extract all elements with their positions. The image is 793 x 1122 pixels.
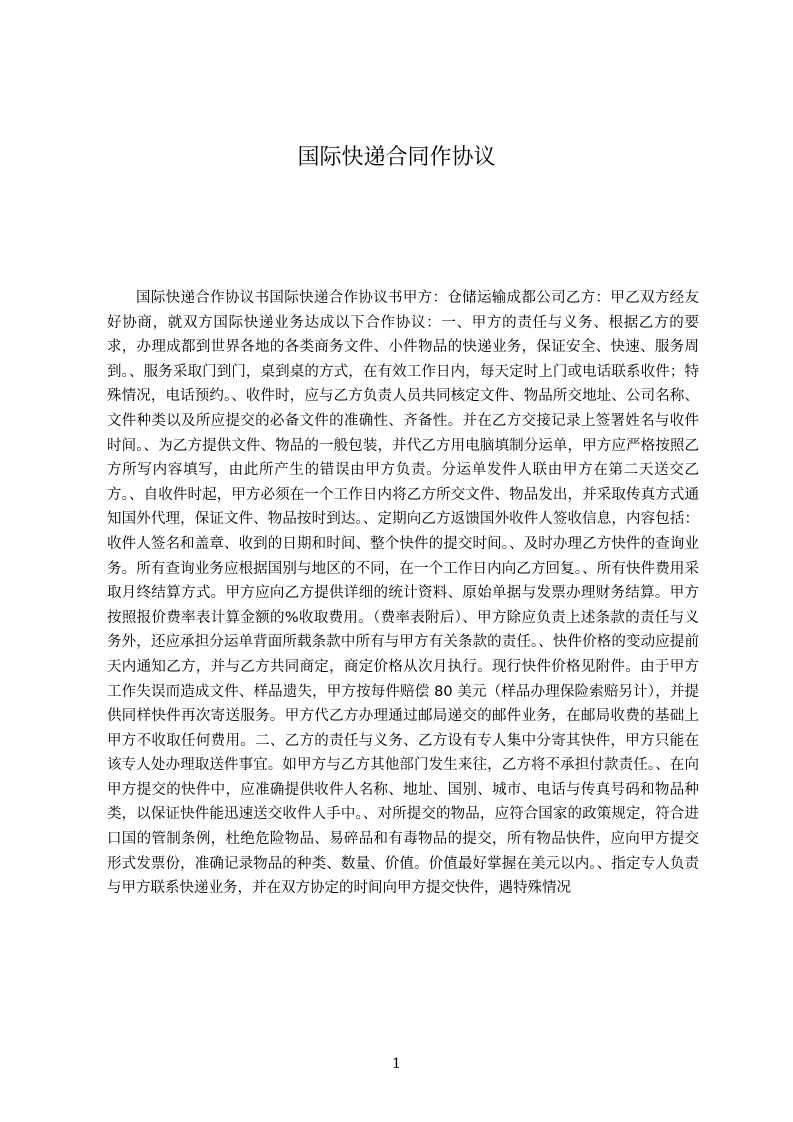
document-body-paragraph: 国际快递合作协议书国际快递合作协议书甲方：仓储运输成都公司乙方：甲乙双方经友好协商，就双方国际快递业务达成以下合作协议：一、甲方的责任与义务、根据乙方的要求，办理成都到世界各地的各类商务文件、小件物品的快递业务，保证安全、快速、服务周到。、服务采取门到门，桌到桌的方式，在有效工作日内，每天定时上门或电话联系收件；特殊情况，电话预约。、收件时，应与乙方负责人员共同核定文件、物品所交地址、公司名称、文件种类以及所应提交的必备文件的准确性、齐备性。并在乙方交接记录上签署姓名与收件时间。、为乙方提供文件、物品的一般包装，并代乙方用电脑填制分运单，甲方应严格按照乙方所写内容填写，由此所产生的错误由甲方负责。分运单发件人联由甲方在第二天送交乙方。、自收件时起，甲方必须在一个工作日内将乙方所交文件、物品发出，并采取传真方式通知国外代理，保证文件、物品按时到达。、定期向乙方返馈国外收件人签收信息，内容包括：收件人签名和盖章、收到的日期和时间、整个快件的提交时间。、及时办理乙方快件的查询业务。所有查询业务应根据国别与地区的不同，在一个工作日内向乙方回复。、所有快件费用采取月终结算方式。甲方应向乙方提供详细的统计资料、原始单据与发票办理财务结算。甲方按照报价费率表计算金额的%收取费用。（费率表附后）、甲方除应负责上述条款的责任与义务外，还应承担分运单背面所载条款中所有与甲方有关条款的责任。、快件价格的变动应提前天内通知乙方，并与乙方共同商定，商定价格从次月执行。现行快件价格见附件。由于甲方工作失误而造成文件、样品遗失，甲方按每件赔偿 80 美元（样品办理保险索赔另计），并提供同样快件再次寄送服务。甲方代乙方办理通过邮局递交的邮件业务，在邮局收费的基础上甲方不收取任何费用。二、乙方的责任与义务、乙方设有专人集中分寄其快件，甲方只能在该专人处办理取送件事宜。如甲方与乙方其他部门发生来往，乙方将不承担付款责任。、在向甲方提交的快件中，应准确提供收件人名称、地址、国别、城市、电话与传真号码和物品种类，以保证快件能迅速送交收件人手中。、对所提交的物品，应符合国家的政策规定，符合进口国的管制条例，杜绝危险物品、易碎品和有毒物品的提交，所有物品快件，应向甲方提交形式发票份，准确记录物品的种类、数量、价值。价值最好掌握在美元以内。、指定专人负责与甲方联系快递业务，并在双方协定的时间向甲方提交快件，遇特殊情况 [107,290,699,897]
page-number: 1 [392,1056,401,1072]
document-title: 国际快递合同作协议 [297,145,496,170]
